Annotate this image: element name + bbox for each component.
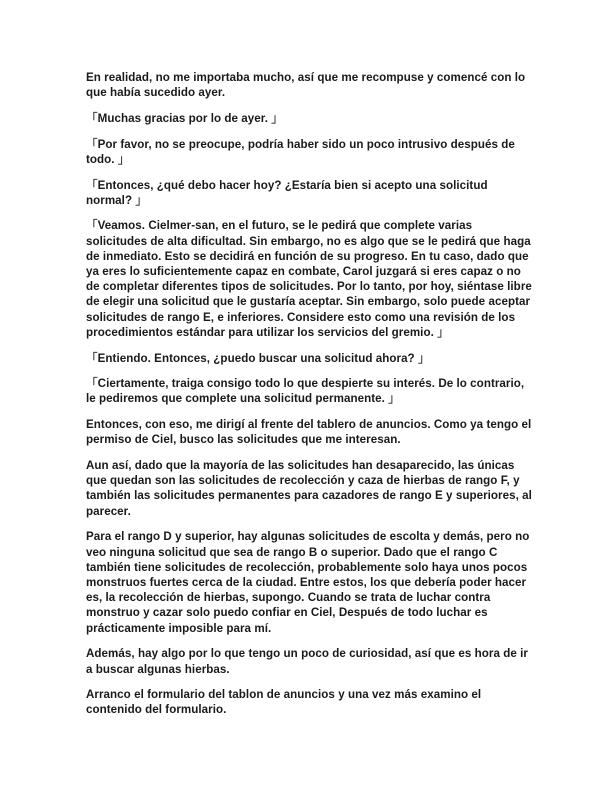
- paragraph-10: Para el rango D y superior, hay algunas solicitudes de escolta y demás, pero no veo ninguna solicitud que sea de rango B o superior. Dado que el rango C también tiene solicitudes de recolección, probablemente solo haya unos pocos monstruos fuertes cerca de la ciudad. Entre estos, los que debería poder hacer es, la recolección de hierbas, supongo. Cuando se trata de luchar contra monstruo y cazar solo puedo confiar en Ciel, Después de todo luchar es prácticamente imposible para mí.: [86, 530, 530, 635]
- paragraph-11: Además, hay algo por lo que tengo un poco de curiosidad, así que es hora de ir a buscar algunas hierbas.: [86, 647, 528, 676]
- paragraph-12: Arranco el formulario del tablon de anuncios y una vez más examino el contenido del formulario.: [86, 688, 482, 717]
- document-body: [86, 70, 532, 728]
- paragraph-9: Aun así, dado que la mayoría de las solicitudes han desaparecido, las únicas que quedan son las solicitudes de recolección y caza de hierbas de rango F, y también las solicitudes permanentes para cazadores de rango E y superiores, al parecer.: [86, 459, 532, 518]
- paragraph-2: 「Muchas gracias por lo de ayer. 」: [86, 111, 283, 125]
- paragraph-5: 「Veamos. Cielmer-san, en el futuro, se le pedirá que complete varias solicitudes de alta dificultad. Sin embargo, no es algo que se le pedirá que haga de inmediato. Esto se decidirá en función de su progreso. En tu caso, dado que ya eres lo suficientemente capaz en combate, Carol juzgará si eres capaz o no de completar diferentes tipos de solicitudes. Por lo tanto, por hoy, siéntase libre de elegir una solicitud que le gustaría aceptar. Sin embargo, solo puede aceptar solicitudes de rango E, e inferiores. Considere esto como una revisión de los procedimientos estándar para utilizar los servicios del gremio. 」: [86, 219, 532, 339]
- paragraph-4: 「Entonces, ¿qué debo hacer hoy? ¿Estaría bien si acepto una solicitud normal? 」: [86, 178, 488, 207]
- paragraph-8: Entonces, con eso, me dirigí al frente del tablero de anuncios. Como ya tengo el permiso de Ciel, busco las solicitudes que me interesan.: [86, 418, 532, 447]
- paragraph-7: 「Ciertamente, traiga consigo todo lo que despierte su interés. De lo contrario, le pediremos que complete una solicitud permanente. 」: [86, 377, 525, 406]
- paragraph-6: 「Entiendo. Entonces, ¿puedo buscar una solicitud ahora? 」: [86, 351, 430, 365]
- paragraph-1: En realidad, no me importaba mucho, así que me recompuse y comencé con lo que había sucedido ayer.: [86, 71, 526, 100]
- paragraph-3: 「Por favor, no se preocupe, podría haber sido un poco intrusivo después de todo. 」: [86, 137, 515, 166]
